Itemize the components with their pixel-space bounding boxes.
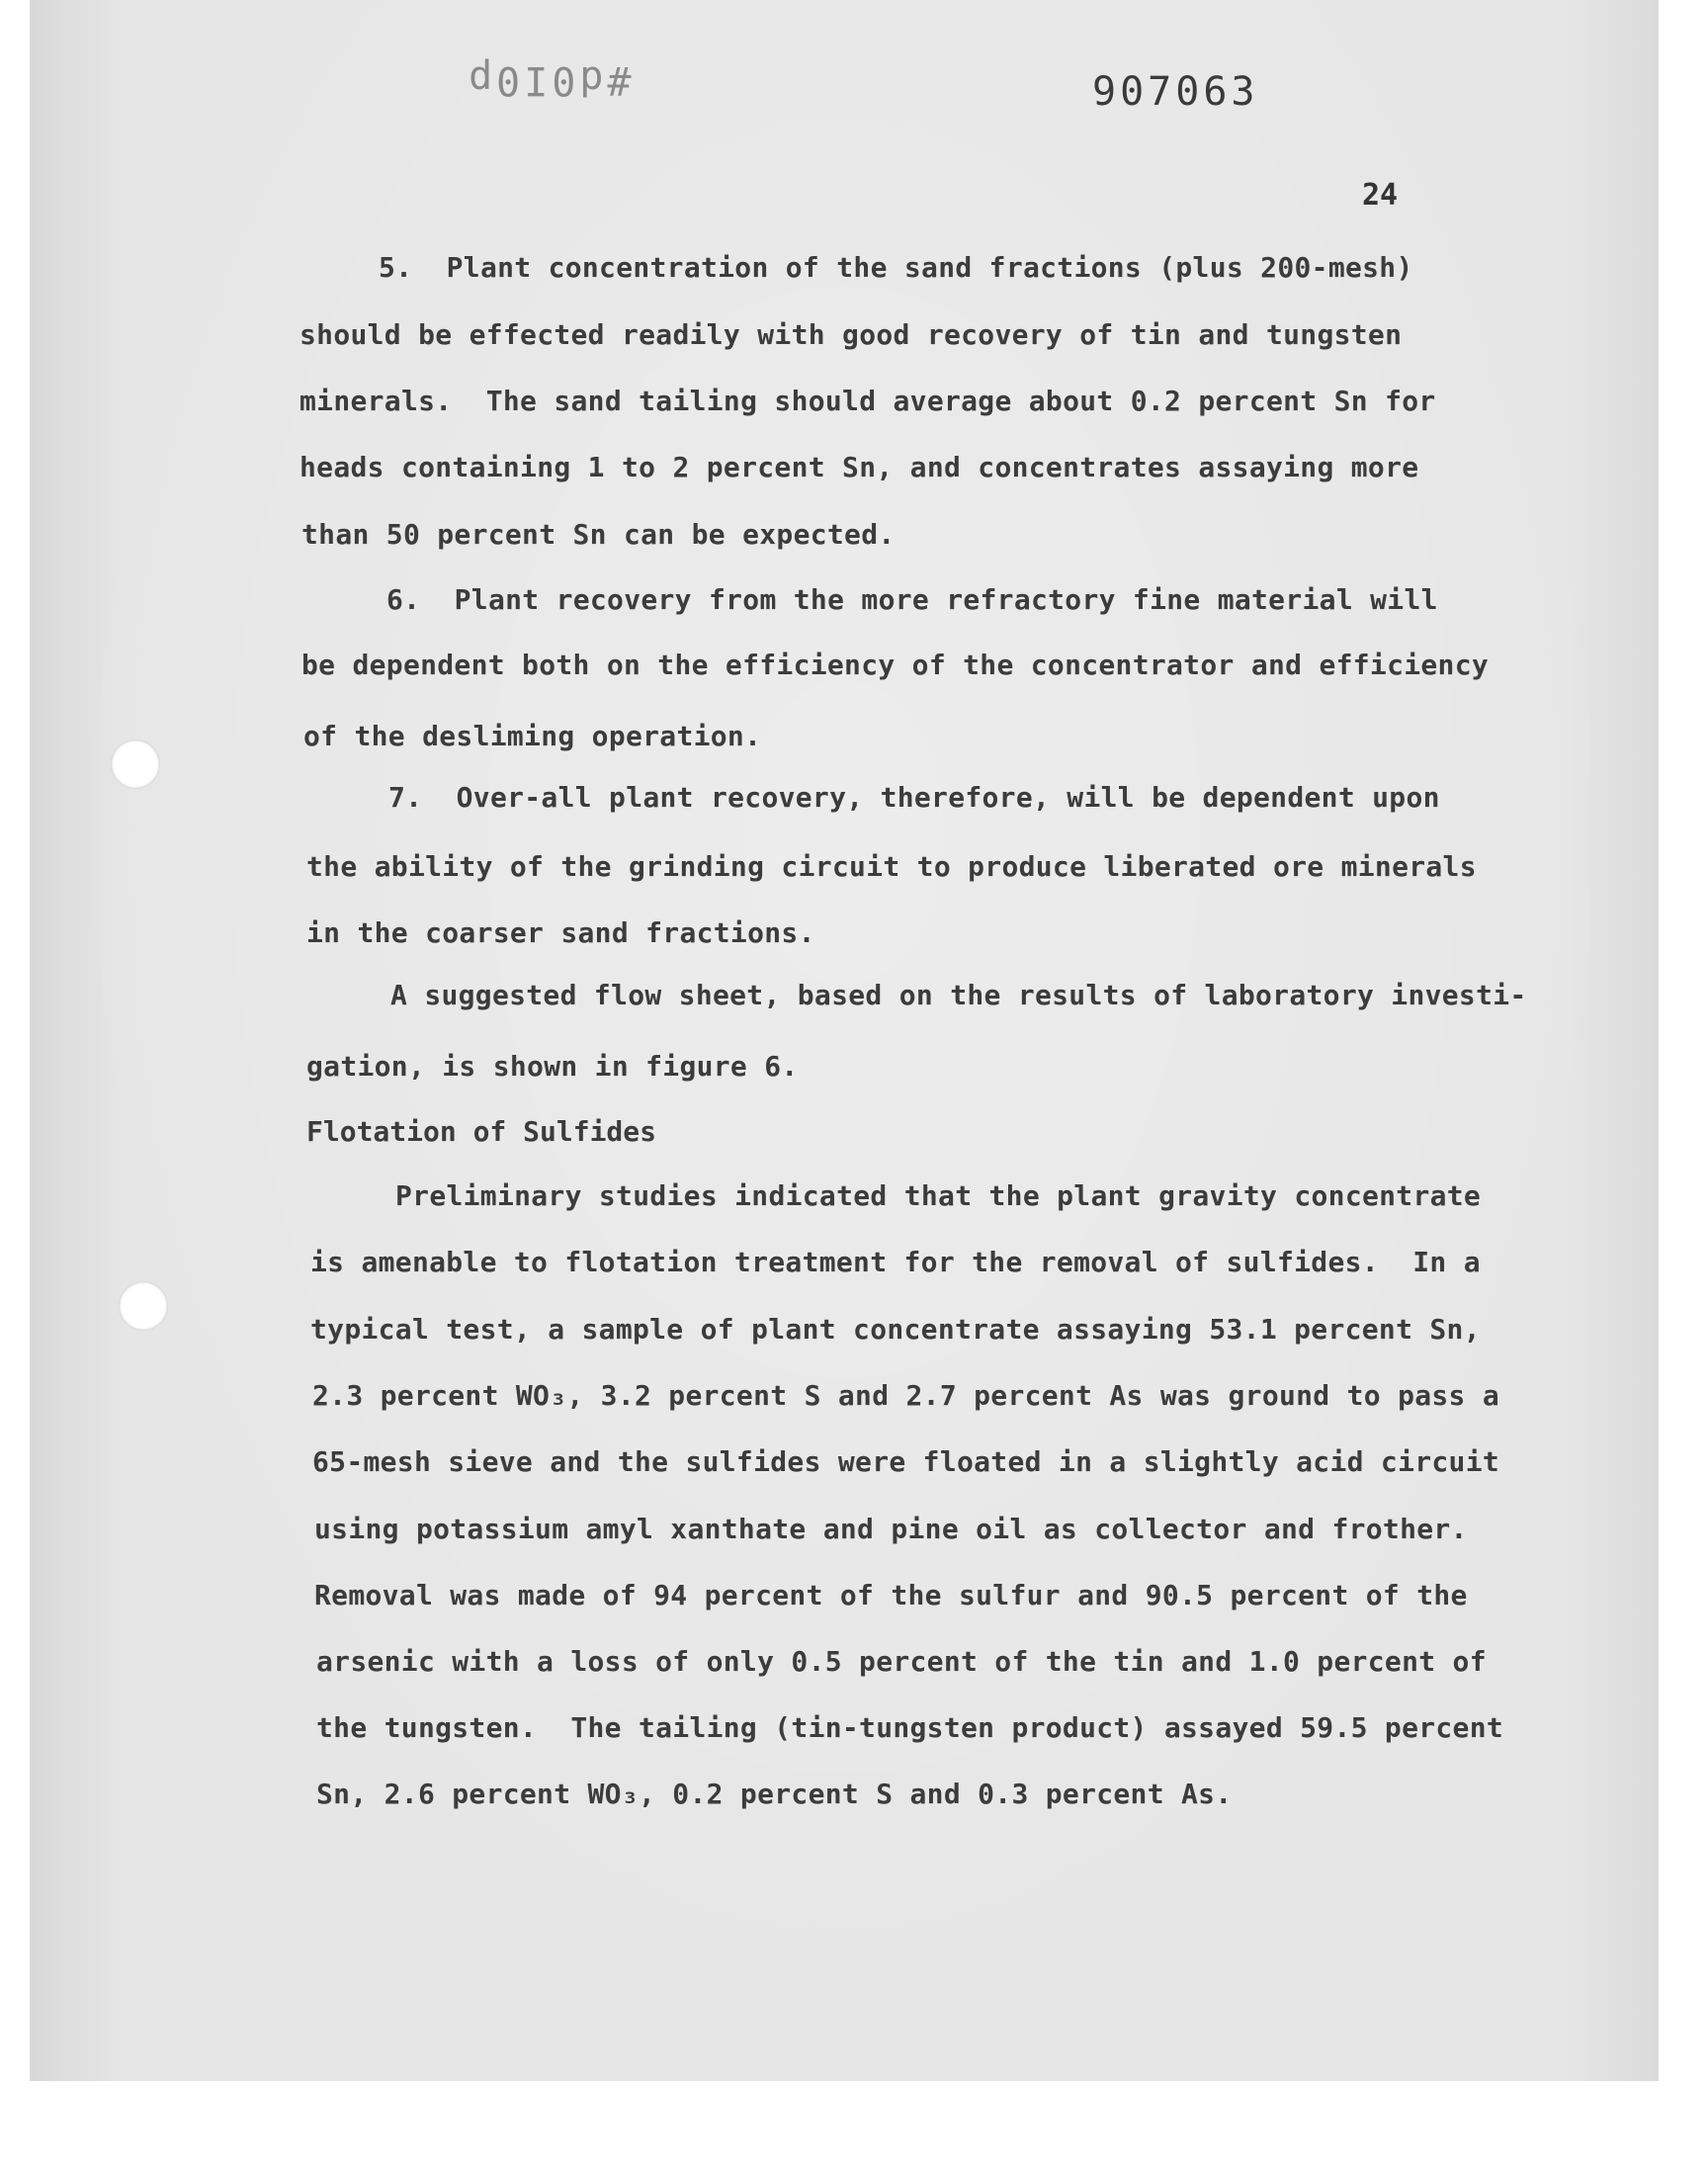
flow-sheet-line-1: A suggested flow sheet, based on the results of laboratory investi- [390,979,1527,1011]
flotation-line-3: typical test, a sample of plant concentrate assaying 53.1 percent Sn, [310,1313,1481,1346]
flotation-line-6: using potassium amyl xanthate and pine oil as collector and frother. [314,1513,1468,1545]
paragraph-5-line-4: heads containing 1 to 2 percent Sn, and concentrates assaying more [299,451,1419,483]
paragraph-7-line-1: 7. Over-all plant recovery, therefore, will be dependent upon [388,781,1440,814]
flow-sheet-line-2: gation, is shown in figure 6. [306,1050,799,1083]
paragraph-5-line-3: minerals. The sand tailing should average about 0.2 percent Sn for [299,385,1436,417]
flotation-line-4: 2.3 percent WO₃, 3.2 percent S and 2.7 percent As was ground to pass a [312,1379,1500,1412]
flotation-line-9: the tungsten. The tailing (tin-tungsten product) assayed 59.5 percent [316,1711,1504,1744]
paragraph-6-line-2: be dependent both on the efficiency of the concentrator and efficiency [301,649,1490,681]
flotation-line-2: is amenable to flotation treatment for the removal of sulfides. In a [310,1246,1481,1278]
scanned-page [30,0,1659,2081]
paragraph-5-line-1: 5. Plant concentration of the sand fractions (plus 200-mesh) [379,251,1413,284]
paragraph-5-line-5: than 50 percent Sn can be expected. [301,518,896,551]
flotation-line-10: Sn, 2.6 percent WO₃, 0.2 percent S and 0.3 percent As. [316,1778,1233,1810]
punch-hole-bottom [119,1281,168,1331]
flotation-line-1: Preliminary studies indicated that the plant gravity concentrate [395,1179,1482,1212]
inverted-stamp: #d0I0p [465,57,632,103]
paragraph-6-line-3: of the desliming operation. [303,720,762,752]
flotation-line-7: Removal was made of 94 percent of the sulfur and 90.5 percent of the [314,1579,1468,1611]
paragraph-7-line-2: the ability of the grinding circuit to produce liberated ore minerals [306,850,1477,883]
flotation-line-8: arsenic with a loss of only 0.5 percent of the tin and 1.0 percent of [316,1645,1487,1678]
document-number-stamp: 907063 [1092,69,1259,115]
paragraph-5-line-2: should be effected readily with good recovery of tin and tungsten [299,318,1403,351]
paragraph-7-line-3: in the coarser sand fractions. [306,916,815,949]
page-number: 24 [1362,178,1399,213]
punch-hole-top [111,740,160,789]
section-heading: Flotation of Sulfides [306,1115,657,1148]
paragraph-6-line-1: 6. Plant recovery from the more refractory fine material will [386,583,1438,616]
flotation-line-5: 65-mesh sieve and the sulfides were floated in a slightly acid circuit [312,1445,1500,1478]
